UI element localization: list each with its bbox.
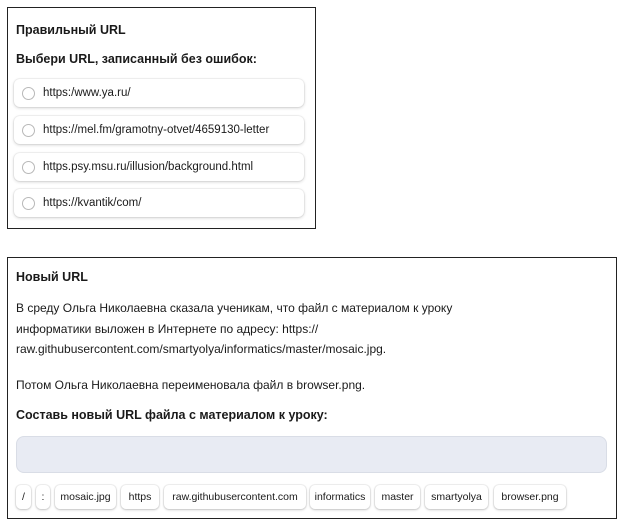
chip-raw-githubusercontent[interactable]: raw.githubusercontent.com [164, 485, 306, 509]
task2-description [16, 298, 576, 360]
option-4[interactable] [14, 189, 304, 217]
chip-master[interactable]: master [375, 485, 420, 509]
option-label: https.psy.msu.ru/illusion/background.html [43, 161, 254, 173]
radio-button-icon[interactable] [22, 87, 35, 100]
task2-rename-note: Потом Ольга Николаевна переименовала файл в browser.png. [16, 378, 366, 392]
option-1[interactable] [14, 79, 304, 107]
description-line: В среду Ольга Николаевна сказала ученикам, что файл с материалом к уроку [16, 301, 453, 315]
radio-button-icon[interactable] [22, 124, 35, 137]
task-correct-url-panel [7, 7, 316, 229]
description-line: информатики выложен в Интернете по адресу: https:// [16, 321, 319, 336]
option-label: https://mel.fm/gramotny-otvet/4659130-letter [43, 124, 270, 136]
chip-slash[interactable]: / [16, 485, 31, 509]
radio-button-icon[interactable] [22, 197, 35, 210]
radio-button-icon[interactable] [22, 161, 35, 174]
task2-title: Новый URL [16, 270, 88, 284]
chip-browser-png[interactable]: browser.png [494, 485, 566, 509]
answer-drop-zone[interactable] [16, 436, 607, 473]
option-label: https:/www.ya.ru/ [43, 87, 131, 99]
chip-colon[interactable]: : [36, 485, 50, 509]
chip-informatics[interactable]: informatics [310, 485, 370, 509]
task1-question: Выбери URL, записанный без ошибок: [16, 52, 257, 66]
task2-question: Составь новый URL файла с материалом к уроку: [16, 408, 328, 422]
option-2[interactable] [14, 116, 304, 144]
task1-title: Правильный URL [16, 23, 126, 37]
chip-mosaic-jpg[interactable]: mosaic.jpg [55, 485, 116, 509]
chip-smartyolya[interactable]: smartyolya [425, 485, 488, 509]
option-3[interactable] [14, 153, 304, 181]
description-line: raw.githubusercontent.com/smartyolya/informatics/master/mosaic.jpg. [16, 342, 387, 356]
task-new-url-panel [7, 257, 617, 519]
chip-https[interactable]: https [121, 485, 159, 509]
option-label: https://kvantik/com/ [43, 197, 142, 209]
